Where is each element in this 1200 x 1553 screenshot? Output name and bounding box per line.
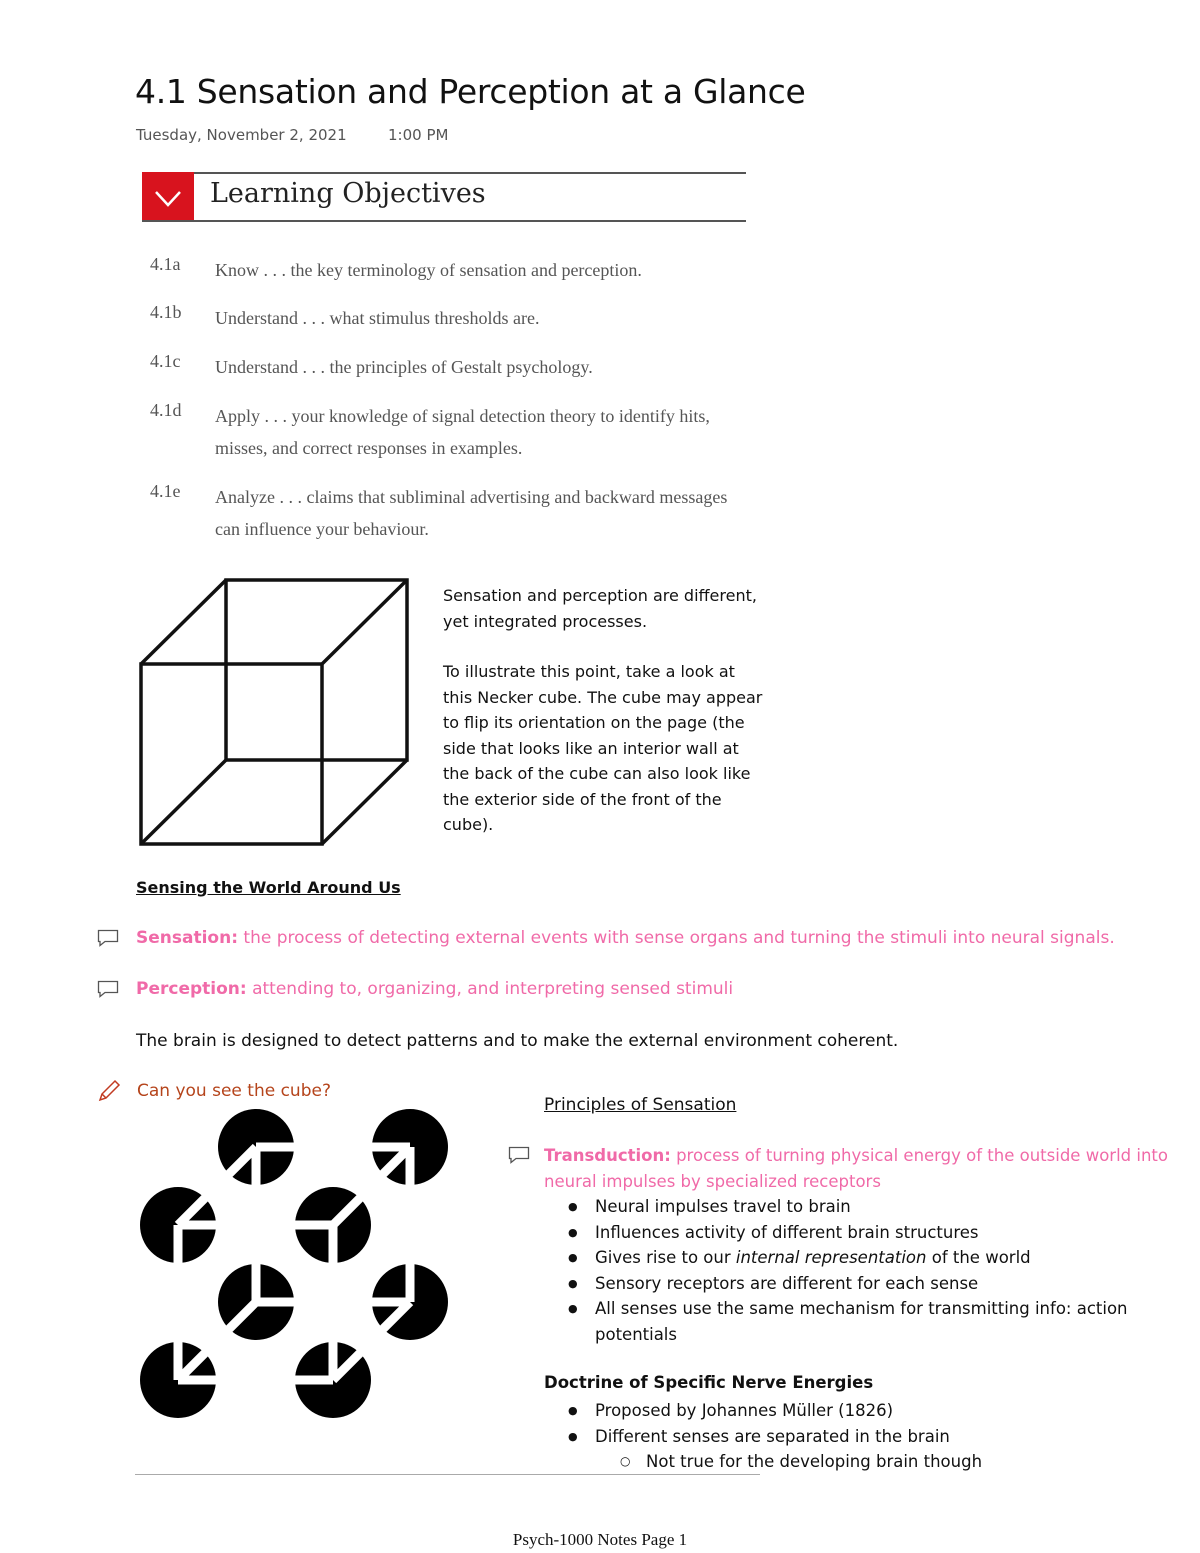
principles-heading: Principles of Sensation [544, 1095, 737, 1115]
page-time: 1:00 PM [388, 126, 449, 144]
bullet3-emphasis: internal representation [735, 1248, 927, 1267]
list-item: ● Neural impulses travel to brain [544, 1194, 1164, 1220]
sensation-def: the process of detecting external events with sense organs and turning the stimuli into neural signals. [238, 928, 1115, 948]
list-item: ● Influences activity of different brain structures [544, 1220, 1164, 1246]
perception-term: Perception: [136, 979, 247, 999]
list-item [544, 1245, 1164, 1271]
necker-paragraph-1: Sensation and perception are different, yet integrated processes. [443, 586, 757, 631]
objective-code: 4.1d [150, 400, 182, 420]
illusory-cube-image [138, 1105, 456, 1425]
page-date: Tuesday, November 2, 2021 [136, 126, 347, 144]
transduction-def: process of turning physical energy of the outside world into neural impulses by specialized receptors [544, 1146, 1168, 1191]
list-item [544, 1296, 1164, 1347]
doctrine-bullets [544, 1398, 1164, 1475]
objective-text: Know . . . the key terminology of sensation and perception. [215, 260, 642, 280]
page-title: 4.1 Sensation and Perception at a Glance [135, 72, 806, 111]
list-item: ● Sensory receptors are different for each sense [544, 1271, 1164, 1297]
objective-text: Apply . . . your knowledge of signal detection theory to identify hits, misses, and correct responses in examples. [215, 406, 710, 458]
pen-icon[interactable] [97, 1079, 121, 1103]
perception-def: attending to, organizing, and interpreting sensed stimuli [246, 979, 734, 999]
necker-cube-image [138, 576, 412, 848]
chevron-down-icon [142, 172, 194, 222]
objective-text: Understand . . . what stimulus thresholds are. [215, 308, 540, 328]
doctrine-heading: Doctrine of Specific Nerve Energies [544, 1373, 874, 1392]
list-item: ○ Not true for the developing brain though [544, 1449, 1164, 1475]
learning-objectives-banner [142, 172, 746, 224]
objective-text: Understand . . . the principles of Gestalt psychology. [215, 357, 593, 377]
banner-bottom-rule [142, 220, 746, 222]
necker-description [443, 583, 763, 838]
objective-code: 4.1b [150, 302, 182, 322]
objective-code: 4.1e [150, 481, 181, 501]
page-bottom-rule [135, 1474, 760, 1475]
learning-objectives-heading: Learning Objectives [210, 178, 486, 209]
perception-definition [136, 979, 733, 999]
banner-chevron-box [142, 172, 194, 222]
list-item: ● Proposed by Johannes Müller (1826) [544, 1398, 1164, 1424]
comment-icon[interactable] [97, 980, 119, 998]
necker-paragraph-2: To illustrate this point, take a look at this Necker cube. The cube may appear to flip its orientation on the page (the side that looks like an interior wall at the back of the cube can also look like the exterior side of the front of the cube). [443, 662, 763, 834]
cube-prompt: Can you see the cube? [137, 1081, 331, 1101]
transduction-bullets [544, 1194, 1164, 1347]
sensation-definition [136, 928, 1115, 948]
brain-statement: The brain is designed to detect patterns and to make the external environment coherent. [136, 1031, 899, 1051]
comment-icon[interactable] [97, 929, 119, 947]
bullet3-pre: Gives rise to our [595, 1248, 736, 1267]
page-footer: Psych-1000 Notes Page 1 [512, 1530, 688, 1549]
list-item: ● Different senses are separated in the brain [544, 1424, 1164, 1450]
sensing-heading: Sensing the World Around Us [136, 878, 401, 897]
objective-text: Analyze . . . claims that subliminal advertising and backward messages can influence your behaviour. [215, 487, 728, 539]
transduction-term: Transduction: [544, 1146, 671, 1165]
objective-code: 4.1c [150, 351, 181, 371]
transduction-definition [544, 1143, 1184, 1194]
comment-icon[interactable] [508, 1146, 530, 1164]
bullet3-post: of the world [926, 1248, 1031, 1267]
sensation-term: Sensation: [136, 928, 238, 948]
bullet5-text: All senses use the same mechanism for transmitting info: action potentials [595, 1299, 1128, 1344]
banner-top-rule [142, 172, 746, 174]
objective-code: 4.1a [150, 254, 181, 274]
